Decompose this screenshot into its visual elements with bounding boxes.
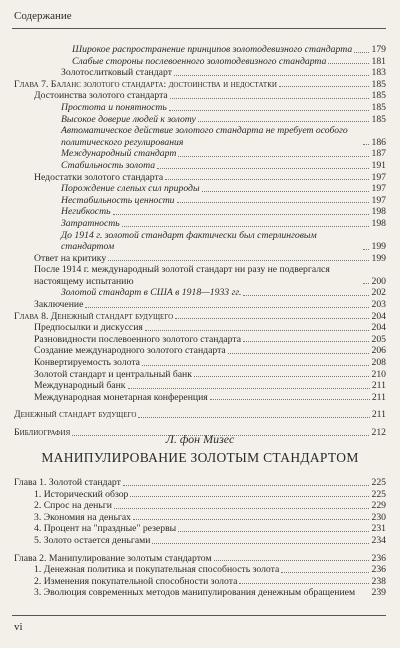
toc-entry-title: Достоинства золотого стандарта [34, 90, 168, 102]
toc-leader-dots [178, 156, 369, 157]
toc-entry [14, 102, 386, 114]
toc-entry-page: 211 [371, 391, 386, 403]
toc-entry [14, 311, 386, 323]
toc-leader-dots [198, 121, 370, 122]
toc-leader-dots [138, 417, 369, 418]
toc-entry-page: 204 [371, 310, 386, 322]
toc-leader-dots [363, 144, 369, 145]
toc-leader-dots [108, 260, 369, 261]
toc-leader-dots [169, 110, 370, 111]
toc-entry-title: Простота и понятность [61, 101, 167, 113]
toc-leader-dots [214, 560, 370, 561]
toc-entry-page: 186 [371, 136, 386, 148]
toc-entry-page: 229 [371, 500, 386, 512]
toc-entry-title: Глава 8. Денежный стандарт будущего [14, 310, 174, 322]
toc-entry-page: 185 [371, 113, 386, 125]
toc-leader-dots [170, 98, 370, 99]
toc-entry-page: 200 [371, 275, 386, 287]
toc-entry [14, 553, 386, 565]
toc-leader-dots [239, 583, 369, 584]
toc-entry [14, 357, 386, 369]
toc-leader-dots [177, 202, 370, 203]
toc-leader-dots [157, 168, 369, 169]
toc-leader-dots [202, 191, 370, 192]
toc-entry-title: Порождение слепых сил природы [61, 183, 200, 195]
toc-leader-dots [243, 341, 369, 342]
toc-entry-page: 181 [371, 55, 386, 67]
toc-entry-title: Международный стандарт [61, 148, 177, 160]
toc-entry-page: 239 [371, 587, 386, 599]
toc-entry-page: 212 [371, 427, 386, 438]
toc-entry-title: Золотой стандарт в США в 1918—1933 гг. [61, 287, 242, 299]
toc-entry-title: Высокое доверие людей к золоту [61, 113, 196, 125]
toc-entry-page: 198 [371, 217, 386, 229]
toc-entry [14, 90, 386, 102]
toc-entry [14, 44, 386, 56]
toc-entry [14, 264, 386, 287]
toc-entry-page: 199 [371, 252, 386, 264]
toc-entry-title: Автоматическое действие золотого стандарта не требует особого политического регулирования [61, 125, 348, 148]
toc-entry [14, 218, 386, 230]
toc-entry [14, 195, 386, 207]
toc-entry [14, 172, 386, 184]
toc-entry-page: 179 [371, 44, 386, 55]
toc-entry-title: Затратность [61, 217, 120, 229]
toc-entry [14, 160, 386, 172]
toc-entry-page: 203 [371, 299, 386, 311]
toc-entry [14, 206, 386, 218]
toc-entry-page: 185 [371, 78, 386, 90]
toc-entry-title: Библиография [14, 427, 71, 438]
toc-entry-page: 185 [371, 101, 386, 113]
toc-leader-dots [281, 572, 369, 573]
toc-entry-page: 197 [371, 183, 386, 195]
toc-leader-dots [142, 365, 370, 366]
toc-entry-title: Международная монетарная конференция [34, 391, 208, 403]
toc-leader-dots [175, 318, 369, 319]
toc-entry-title: Нестабильность ценности [61, 194, 175, 206]
toc-entry-title: Глава 7. Баланс золотого стандарта: достоинства и недостатки [14, 78, 277, 90]
toc-leader-dots [363, 283, 369, 284]
toc-entry-title: Глава 2. Манипулирование золотым стандартом [14, 552, 212, 564]
toc-entry-page: 205 [371, 333, 386, 345]
toc-entry-page: 199 [371, 241, 386, 253]
toc-entry-page: 208 [371, 357, 386, 369]
toc-entry-title: Денежный стандарт будущего [14, 409, 137, 421]
header-rule [12, 28, 386, 29]
toc-leader-dots [113, 214, 370, 215]
toc-entry [14, 334, 386, 346]
toc-entry-title: До 1914 г. золотой стандарт фактически был стерлинговым стандартом [61, 229, 317, 253]
running-header: Содержание [14, 10, 72, 22]
toc-leader-dots [363, 249, 369, 250]
toc-entry-page: 191 [371, 159, 386, 171]
toc-entry [14, 322, 386, 334]
page-number: vi [14, 621, 23, 633]
toc-leader-dots [133, 519, 369, 520]
toc-entry [14, 125, 386, 148]
toc-entry [14, 523, 386, 535]
toc-leader-dots [228, 353, 370, 354]
toc-entry-title: Слабые стороны послевоенного золотодевизного стандарта [72, 55, 327, 67]
toc-entry [14, 477, 386, 489]
toc-entry-page: 211 [371, 380, 386, 392]
toc-entry-page: 187 [371, 148, 386, 160]
toc-leader-dots [128, 388, 370, 389]
toc-entry-title: 3. Экономия на деньгах [34, 511, 132, 523]
toc-entry [14, 535, 386, 547]
toc-leader-dots [165, 179, 369, 180]
toc-entry [14, 500, 386, 512]
toc-entry-title: 2. Спрос на деньги [34, 500, 112, 512]
toc-entry [14, 392, 386, 404]
toc-entry [14, 587, 386, 599]
toc-entry-page: 225 [371, 488, 386, 500]
toc-entry-title: Негибкость [61, 206, 111, 218]
toc-entry-title: Широкое распространение принципов золотодевизного стандарта [72, 44, 353, 55]
toc-entry-title: 5. Золото остается деньгами [34, 534, 151, 546]
toc-entry-title: Ответ на критику [34, 252, 107, 264]
toc-entry [14, 148, 386, 160]
toc-entry-page: 236 [371, 564, 386, 576]
toc-leader-dots [194, 376, 370, 377]
toc-entry-page: 206 [371, 345, 386, 357]
toc-entry [14, 512, 386, 524]
toc-entry [14, 380, 386, 392]
toc-entry [14, 114, 386, 126]
toc-entry [14, 79, 386, 91]
toc-entry-page: 231 [371, 523, 386, 535]
footer-rule [12, 615, 386, 616]
toc-entry-page: 197 [371, 194, 386, 206]
toc-entry-page: 210 [371, 368, 386, 380]
toc-leader-dots [145, 330, 370, 331]
toc-entry [14, 67, 386, 79]
toc-entry-title: Золотой стандарт и центральный банк [34, 368, 192, 380]
toc-entry [14, 564, 386, 576]
toc-entry-title: Создание международного золотого стандарта [34, 345, 226, 357]
toc-leader-dots [328, 63, 369, 64]
toc-entry-page: 198 [371, 206, 386, 218]
toc-entry-page: 202 [371, 287, 386, 299]
toc-leader-dots [243, 295, 369, 296]
toc-entry-title: Предпосылки и дискуссия [34, 322, 143, 334]
toc-leader-dots [210, 399, 370, 400]
toc-entry [14, 56, 386, 68]
toc-leader-dots [279, 86, 370, 87]
toc-entry-page: 197 [371, 171, 386, 183]
toc-leader-dots [152, 543, 369, 544]
table-of-contents-2 [14, 477, 386, 599]
toc-entry-title: Стабильность золота [61, 159, 156, 171]
toc-leader-dots [174, 75, 370, 76]
toc-entry-page: 211 [371, 409, 386, 421]
toc-entry-title: 1. Денежная политика и покупательная способность золота [34, 564, 280, 576]
toc-leader-dots [130, 496, 369, 497]
toc-entry-page: 183 [371, 67, 386, 79]
toc-leader-dots [122, 226, 370, 227]
toc-entry-title: Недостатки золотого стандарта [34, 171, 164, 183]
toc-entry-page: 238 [371, 575, 386, 587]
toc-entry-title: После 1914 г. международный золотой стандарт ни разу не подвергался настоящему испытанию [34, 264, 330, 287]
section-title: МАНИПУЛИРОВАНИЕ ЗОЛОТЫМ СТАНДАРТОМ [41, 450, 359, 465]
toc-entry-page: 234 [371, 534, 386, 546]
section-author: Л. фон Мизес [165, 432, 235, 446]
toc-entry [14, 369, 386, 381]
toc-entry [14, 576, 386, 588]
toc-entry-title: Конвертируемость золота [34, 357, 140, 369]
toc-leader-dots [178, 531, 369, 532]
toc-entry-title: 4. Процент на "праздные" резервы [34, 523, 177, 535]
toc-entry-page: 230 [371, 511, 386, 523]
toc-entry [14, 299, 386, 311]
toc-entry [14, 489, 386, 501]
toc-entry-page: 225 [371, 477, 386, 488]
toc-entry [14, 345, 386, 357]
toc-leader-dots [354, 52, 369, 53]
toc-leader-dots [85, 307, 369, 308]
toc-entry [14, 409, 386, 421]
toc-entry-title: Заключение [34, 299, 84, 311]
toc-entry-title: Разновидности послевоенного золотого стандарта [34, 333, 242, 345]
toc-entry-page: 204 [371, 322, 386, 334]
toc-entry-title: Золотослитковый стандарт [61, 67, 172, 79]
toc-leader-dots [123, 485, 370, 486]
toc-entry [14, 230, 386, 253]
toc-entry [14, 253, 386, 265]
toc-entry-title: Глава 1. Золотой стандарт [14, 477, 121, 488]
toc-entry [14, 287, 386, 299]
toc-entry-title: 2. Изменения покупательной способности золота [34, 575, 238, 587]
table-of-contents [14, 44, 386, 439]
toc-entry [14, 183, 386, 195]
toc-entry-page: 185 [371, 90, 386, 102]
toc-entry-title: 3. Эволюция современных методов манипулирования денежным обращением [34, 587, 356, 599]
toc-entry-page: 236 [371, 552, 386, 564]
toc-leader-dots [114, 508, 370, 509]
toc-entry-title: 1. Исторический обзор [34, 488, 129, 500]
toc-entry-title: Международный банк [34, 380, 126, 392]
